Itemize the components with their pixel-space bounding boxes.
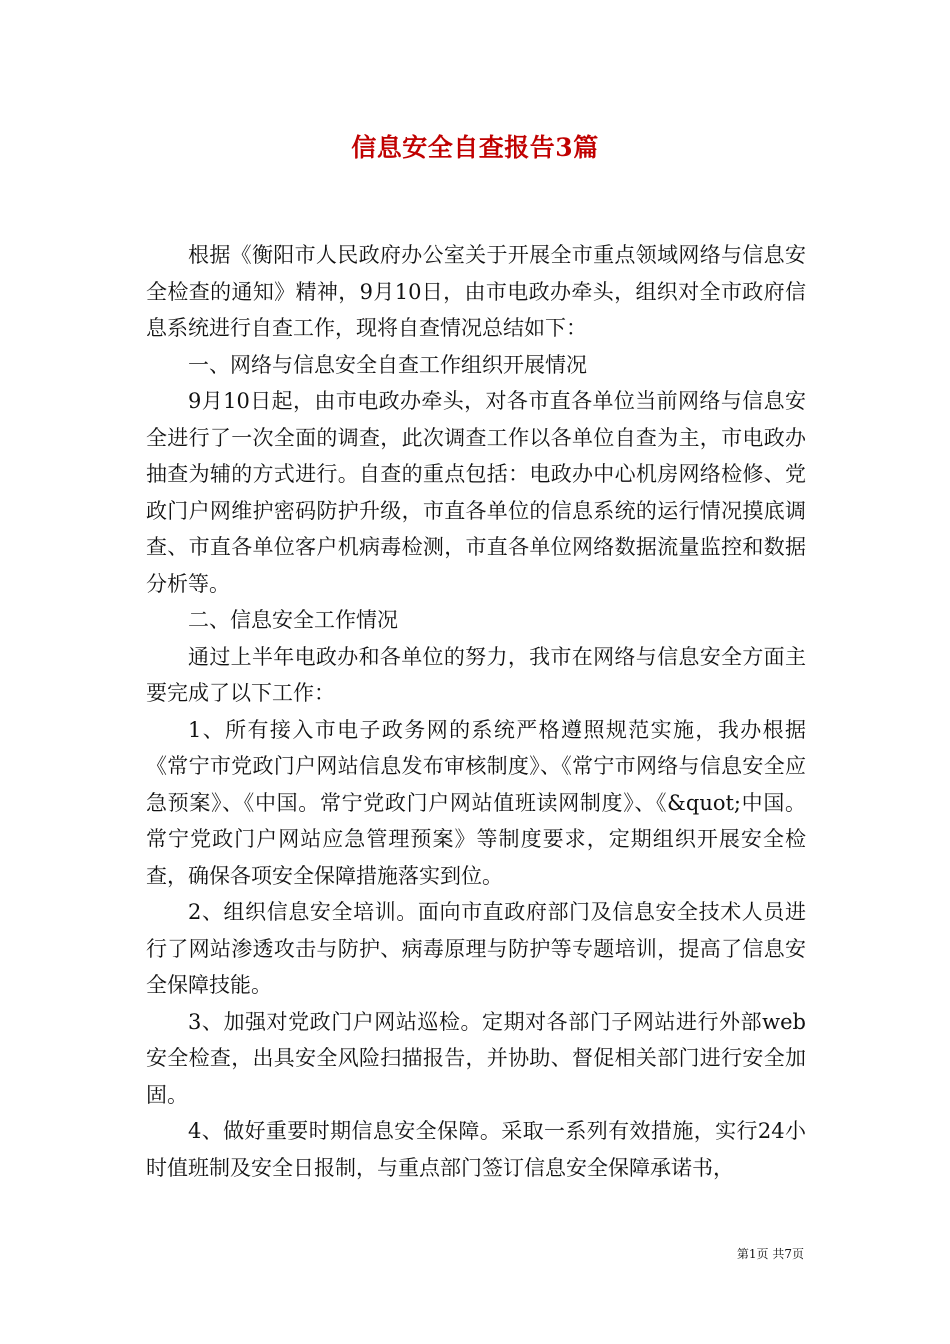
paragraph-intro: 根据《衡阳市人民政府办公室关于开展全市重点领域网络与信息安全检查的通知》精神，9月10日，由市电政办牵头，组织对全市政府信息系统进行自查工作，现将自查情况总结如下： — [146, 243, 806, 340]
paragraph-section-2: 通过上半年电政办和各单位的努力，我市在网络与信息安全方面主要完成了以下工作： — [146, 644, 806, 705]
document-body — [146, 237, 806, 1186]
document-title: 信息安全自查报告3篇 — [351, 133, 599, 162]
paragraph-section-1: 9月10日起，由市电政办牵头，对各市直各单位当前网络与信息安全进行了一次全面的调查，此次调查工作以各单位自查为主，市电政办抽查为辅的方式进行。自查的重点包括：电政办中心机房网络检修、党政门户网维护密码防护升级，市直各单位的信息系统的运行情况摸底调查、市直各单位客户机病毒检测，市直各单位网络数据流量监控和数据分析等。 — [146, 389, 806, 596]
list-item-4: 4、做好重要时期信息安全保障。采取一系列有效措施，实行24小时值班制及安全日报制，与重点部门签订信息安全保障承诺书， — [146, 1119, 806, 1180]
page-number-footer: 第1页 共7页 — [736, 1247, 804, 1261]
section-heading-2: 二、信息安全工作情况 — [188, 608, 398, 632]
section-heading-1: 一、网络与信息安全自查工作组织开展情况 — [188, 352, 587, 377]
list-item-2: 2、组织信息安全培训。面向市直政府部门及信息安全技术人员进行了网站渗透攻击与防护、病毒原理与防护等专题培训，提高了信息安全保障技能。 — [146, 900, 806, 997]
list-item-1: 1、所有接入市电子政务网的系统严格遵照规范实施，我办根据《常宁市党政门户网站信息发布审核制度》、《常宁市网络与信息安全应急预案》、《中国。常宁党政门户网站值班读网制度》、《&quot;中国。常宁党政门户网站应急管理预案》等制度要求，定期组织开展安全检查，确保各项安全保障措施落实到位。 — [146, 717, 806, 888]
list-item-3: 3、加强对党政门户网站巡检。定期对各部门子网站进行外部web安全检查，出具安全风险扫描报告，并协助、督促相关部门进行安全加固。 — [146, 1009, 806, 1107]
